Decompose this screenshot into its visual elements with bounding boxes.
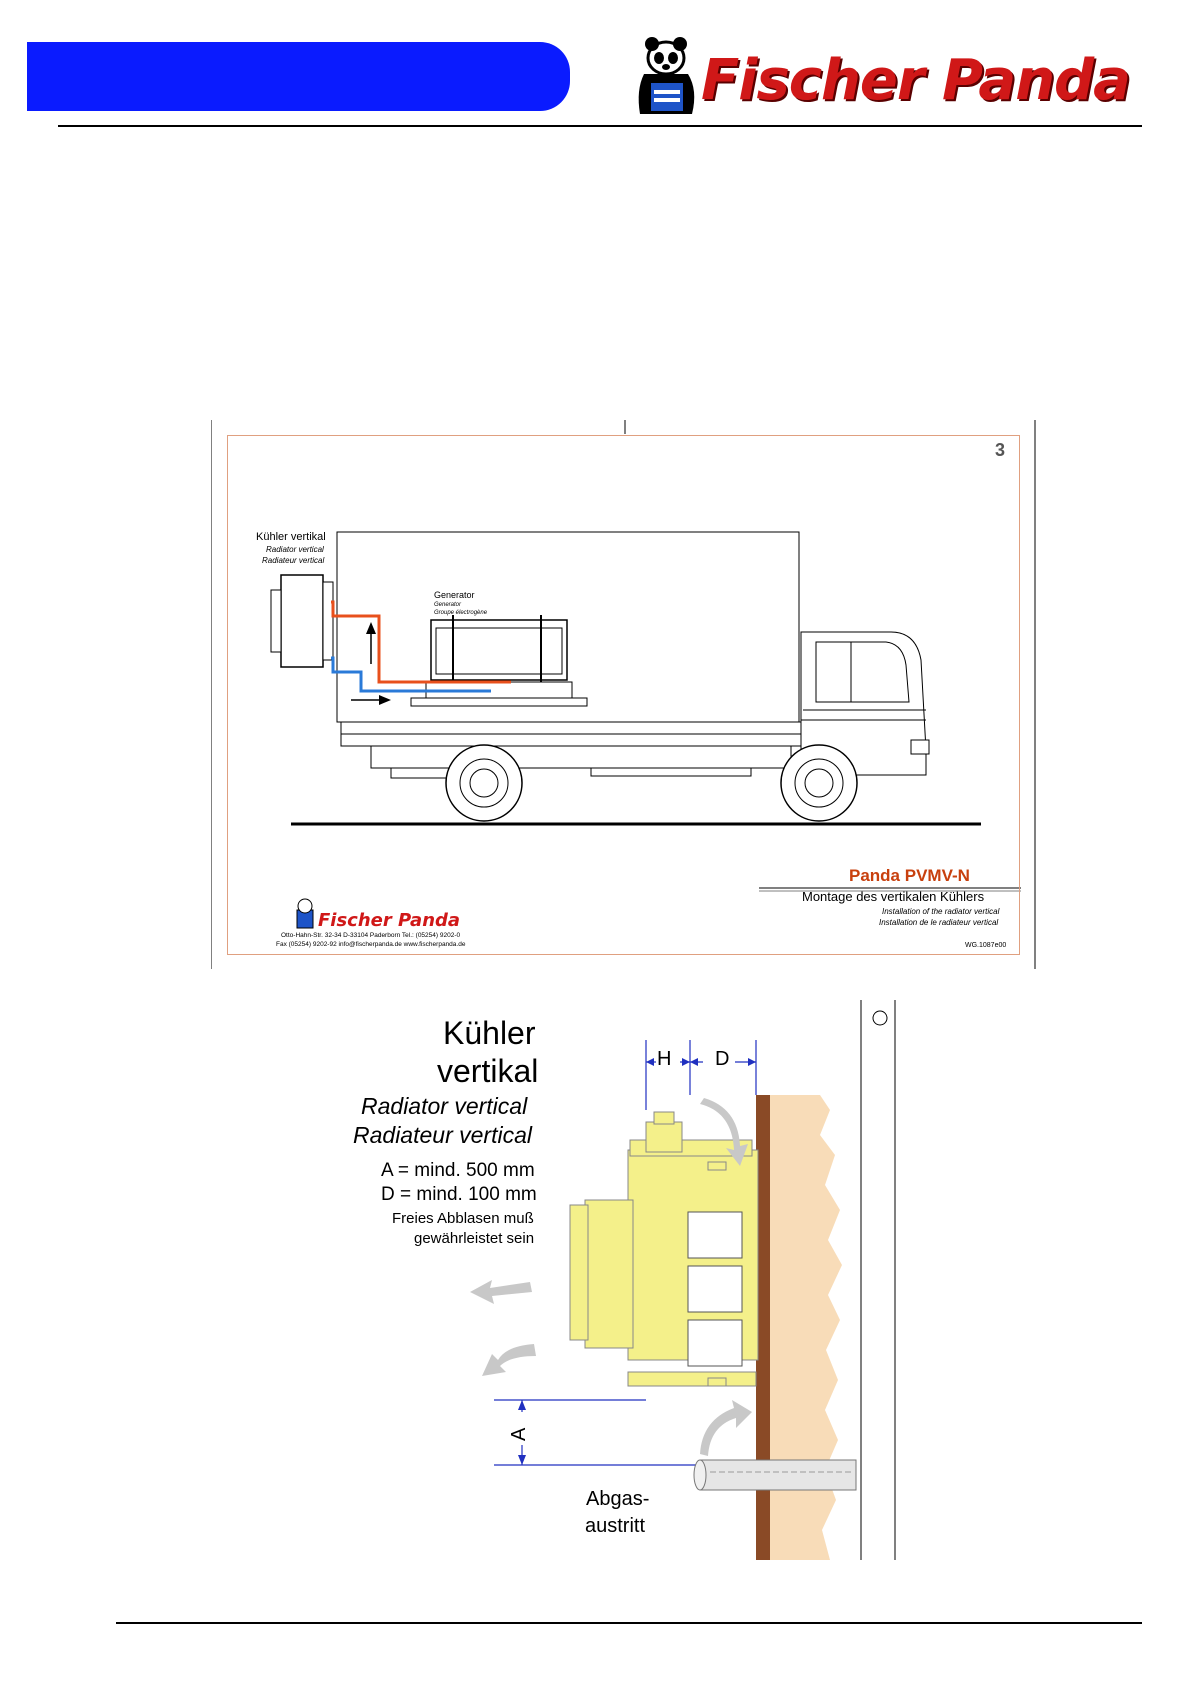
drawing-title: Montage des vertikalen Kühlers — [802, 889, 985, 904]
generator-label-en: Generator — [434, 602, 462, 608]
small-brand-logo: Fischer Panda — [318, 910, 461, 931]
generator-label-fr: Groupe électrogène — [434, 610, 488, 616]
dimension-a-label: A — [508, 1427, 530, 1441]
brand-name: Fischer Panda — [701, 48, 1130, 113]
detail-title-line2: vertikal — [437, 1053, 539, 1089]
airflow-note-line2: gewährleistet sein — [414, 1230, 535, 1247]
radiator-label-en: Radiator vertical — [266, 545, 324, 554]
generator-label: Generator — [434, 590, 475, 600]
footer-rule — [116, 1622, 1142, 1624]
radiator-label: Kühler vertikal — [256, 531, 326, 543]
drawing-title-en: Installation of the radiator vertical — [882, 907, 1000, 916]
brand-logo — [626, 30, 1146, 120]
drawing-number: WG.1087e00 — [965, 942, 1007, 949]
drawing-page-number: 3 — [995, 440, 1006, 460]
drawing-title-fr: Installation de le radiateur vertical — [879, 918, 999, 927]
dimension-d-label: D — [715, 1048, 730, 1070]
spec-d: D = mind. 100 mm — [381, 1184, 537, 1205]
airflow-note-line1: Freies Abblasen muß — [392, 1210, 534, 1227]
spec-a: A = mind. 500 mm — [381, 1160, 535, 1181]
header-blue-bar — [27, 42, 570, 111]
header-rule — [58, 125, 1142, 127]
detail-title-line1: Kühler — [443, 1015, 536, 1051]
radiator-label-fr: Radiateur vertical — [262, 556, 325, 565]
detail-title-en: Radiator vertical — [361, 1093, 528, 1119]
model-title: Panda PVMV-N — [849, 866, 970, 885]
panda-icon — [626, 30, 706, 120]
exhaust-label-line1: Abgas- — [586, 1488, 650, 1510]
detail-title-fr: Radiateur vertical — [353, 1122, 532, 1148]
dimension-h-label: H — [657, 1048, 672, 1070]
address-line-1: Otto-Hahn-Str. 32-34 D-33104 Paderborn Tel.: (05254) 9202-0 — [281, 932, 461, 939]
address-line-2: Fax (05254) 9202-92 info@fischerpanda.de www.fischerpanda.de — [276, 941, 466, 948]
exhaust-label-line2: austritt — [585, 1515, 646, 1537]
